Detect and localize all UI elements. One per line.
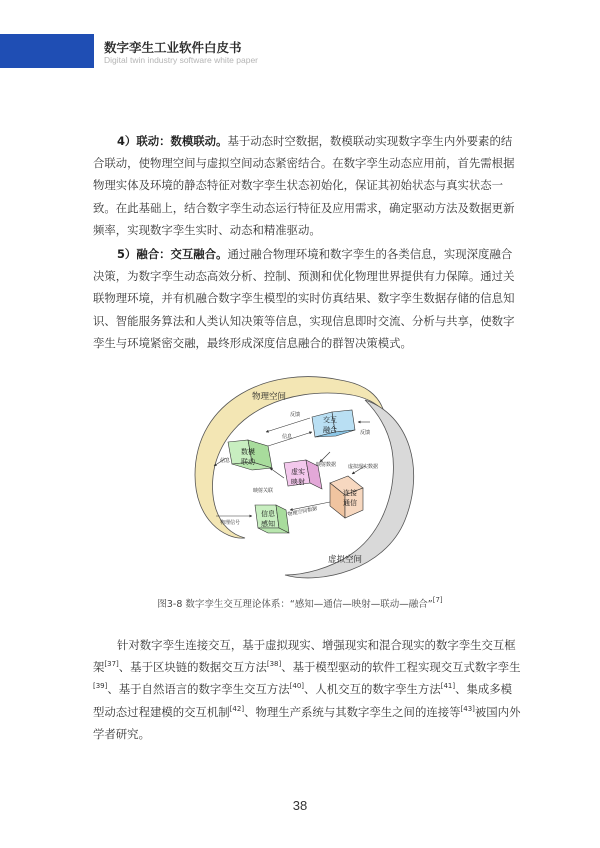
virtual-space-label: 虚拟空间 [328,555,363,565]
box-label-line1: 数模 [241,448,255,456]
box-label-line2: 通信 [343,499,357,507]
label-virtual-real-data: 虚拟现实数据 [348,464,379,470]
paragraph-text: 基于动态时空数据，数模联动实现数字孪生内外要素的结合联动，使物理空间与虚拟空间动态紧密结合。在数字孪生动态应用前，首先需根据物理实体及环境的静态特征对数字孪生状态初始化，保证其初始状态与真实状态一致。在此基础上，结合数字孪生动态运行特征及应用需求，确定驱动方法及数据更新频率，实现数字孪生实时、动态和精准驱动。 [93,134,515,237]
citation-reference: [40] [289,682,305,691]
figure-caption [0,596,600,610]
paragraph-text: 、基于自然语言的数字孪生交互方法 [107,682,290,697]
header-accent-bar [0,34,94,68]
header-subtitle: Digital twin industry software white paper [104,55,259,65]
label-feedback-top: 反馈 [290,412,301,418]
paragraph-lead: 4）联动：数模联动。 [117,134,228,148]
box-label-line2: 映射 [291,478,305,486]
box-label-line2: 感知 [261,520,275,528]
interaction-theory-diagram [180,370,425,585]
citation-reference: [37] [104,660,119,669]
box-interaction-fusion [312,410,355,437]
label-map-data: 映射数据 [316,462,337,468]
paragraph-references [93,634,523,745]
citation-reference: [43] [460,704,475,713]
box-label-line1: 信息 [261,510,275,518]
paragraph-text: 通过融合物理环境和数字孪生的各类信息，实现深度融合决策，为数字孪生动态高效分析、控制、预测和优化物理世界提供有力保障。通过关联物理环境，并有机融合数字孪生模型的实时仿真结果、数字孪生数据存储的信息知识、智能服务算法和人类认知决策等信息，实现信息即时交流、分析与共享，使数字孪生与环境紧密交融，最终形成深度信息融合的群智决策模式。 [93,247,515,350]
box-label-line2: 融合 [323,426,337,434]
citation-reference: [41] [440,682,456,691]
citation-reference: [42] [229,704,245,713]
label-info-upper: 信息 [282,434,293,440]
paragraph-text: 被国内外学者研究。 [93,704,521,741]
label-map-relation: 映射关联 [253,488,274,494]
label-physical-signal: 物理信号 [220,520,241,526]
paragraph-lead: 5）融合：交互融合。 [117,247,228,261]
label-info-left: 信息 [220,458,231,464]
box-connection-communication [330,476,363,518]
header-title: 数字孪生工业软件白皮书 [104,40,242,55]
box-model-linkage [228,440,272,470]
physical-space-label: 物理空间 [252,392,287,402]
paragraph-text: 针对数字孪生连接交互，基于虚拟现实、增强现实和混合现实的数字孪生交互框架 [93,638,516,675]
caption-reference: [7] [432,596,443,604]
paragraph-text: 、物理生产系统与其数字孪生之间的连接等 [244,704,461,719]
paragraph-text: 、集成多模型动态过程建模的交互机制 [93,682,513,719]
citation-reference: [38] [266,660,282,669]
paragraph-text: 、基于区块链的数据交互方法 [118,660,267,675]
paragraph-text: 、基于模型驱动的软件工程实现交互式数字孪生 [281,660,521,675]
box-information-perception [255,505,289,533]
paragraph-linkage [93,130,523,241]
paragraph-fusion [93,243,523,354]
caption-text: 图3-8 数字孪生交互理论体系：“感知—通信—映射—联动—融合” [157,599,433,610]
box-label-line1: 虚实 [291,468,305,476]
label-feedback-right: 反馈 [360,430,371,436]
paragraph-text: 、人机交互的数字孪生方法 [304,682,441,697]
box-label-line2: 联动 [241,458,255,466]
citation-reference: [39] [93,682,108,691]
box-label-line1: 连接 [343,489,357,497]
label-physical-space-data: 物理空间数据 [287,505,318,518]
box-label-line1: 交互 [323,416,337,424]
page-number: 38 [292,798,308,813]
